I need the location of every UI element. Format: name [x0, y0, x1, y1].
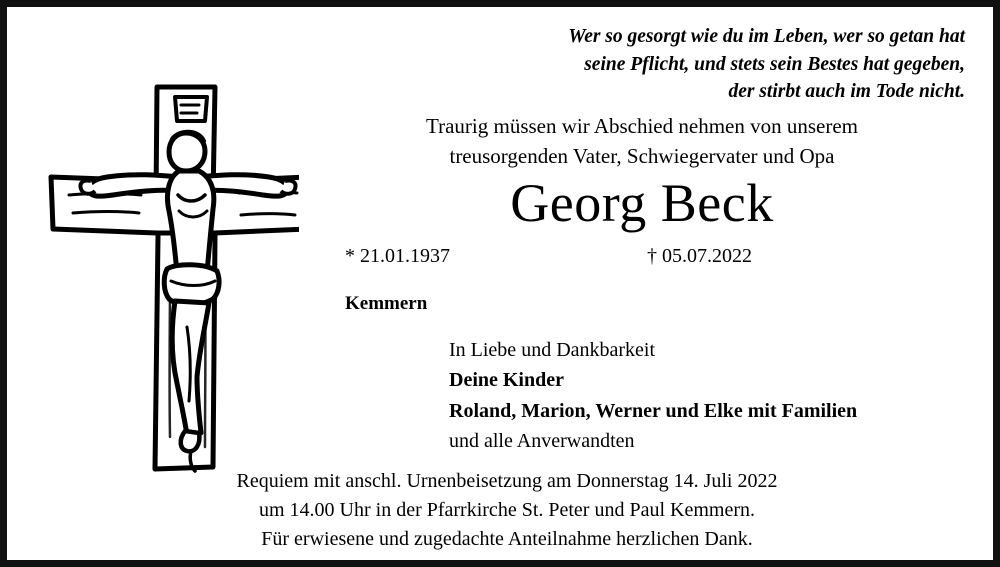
- crucifix-icon: [29, 77, 299, 477]
- death-date: † 05.07.2022: [647, 245, 752, 267]
- verse-line-1: Wer so gesorgt wie du im Leben, wer so getan hat: [568, 26, 965, 47]
- verse-line-2: seine Pflicht, und stets sein Bestes hat gegeben,: [584, 53, 965, 75]
- service-line-2: um 14.00 Uhr in der Pfarrkirche St. Peter und Paul Kemmern.: [258, 499, 755, 521]
- relatives-line: und alle Anverwandten: [449, 430, 635, 453]
- gratitude-line: In Liebe und Dankbarkeit: [449, 339, 656, 361]
- intro-line-1: Traurig müssen wir Abschied nehmen von unserem: [426, 114, 858, 138]
- memorial-verse: [345, 23, 965, 106]
- deceased-name: Georg Beck: [510, 173, 774, 233]
- intro-line-2: treusorgenden Vater, Schwiegervater und Opa: [449, 144, 835, 169]
- service-line-1: Requiem mit anschl. Urnenbeisetzung am Donnerstag 14. Juli 2022: [236, 470, 778, 492]
- service-line-3: Für erwiesene und zugedachte Anteilnahme herzlichen Dank.: [261, 528, 753, 550]
- children-label: Deine Kinder: [449, 369, 564, 392]
- crucifix-illustration: [29, 77, 299, 477]
- verse-line-3: der stirbt auch im Tode nicht.: [728, 81, 965, 103]
- place-name: Kemmern: [345, 293, 428, 314]
- intro-text: [297, 111, 987, 172]
- birth-date: * 21.01.1937: [345, 245, 450, 267]
- family-block: [297, 335, 987, 457]
- service-details: [17, 467, 997, 554]
- children-names: Roland, Marion, Werner und Elke mit Familien: [449, 399, 858, 422]
- obituary-inner-frame: [7, 7, 993, 560]
